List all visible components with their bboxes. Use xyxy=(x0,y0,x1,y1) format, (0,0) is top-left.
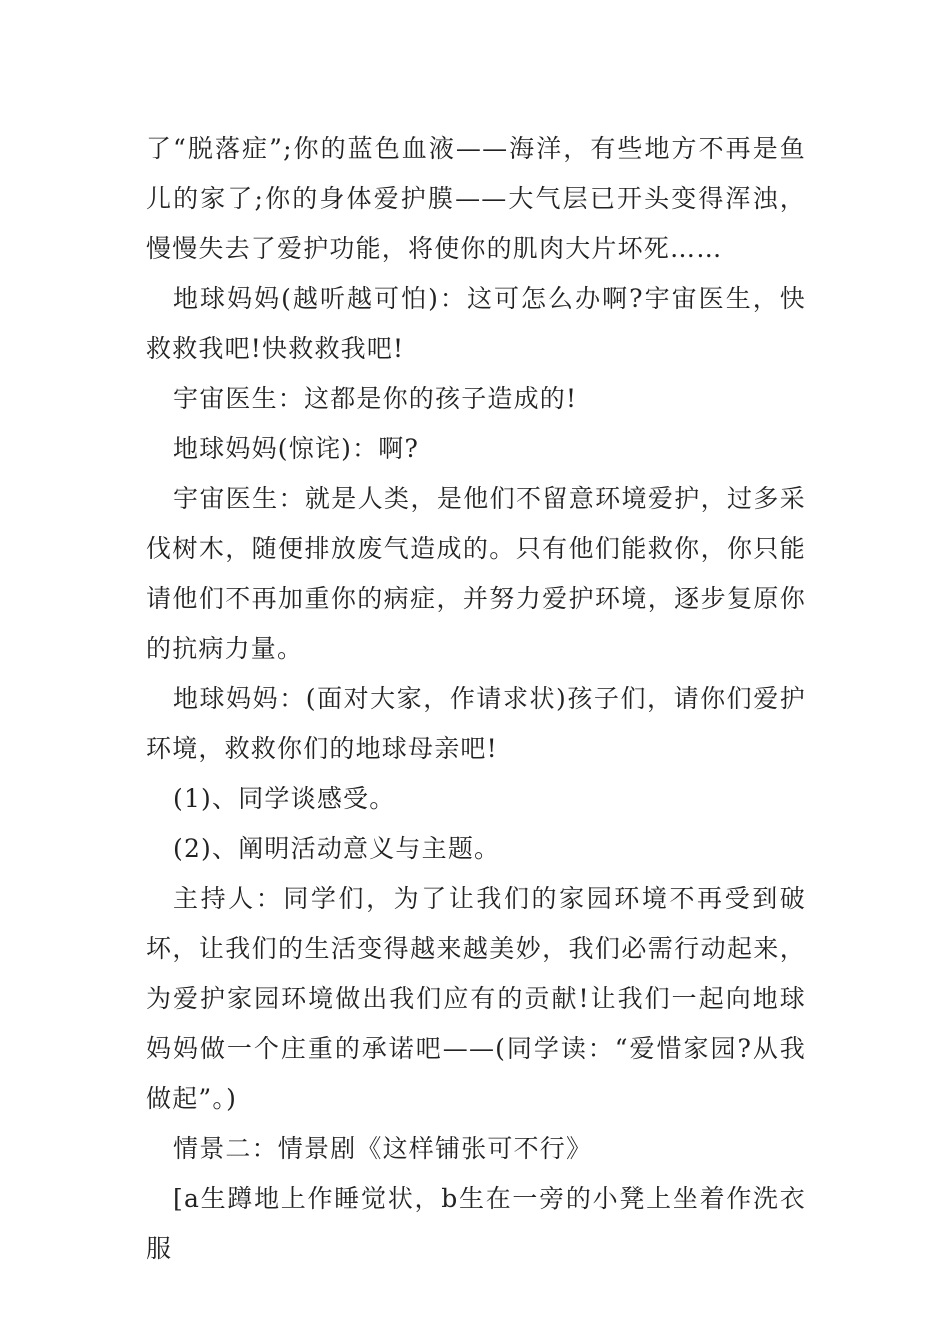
paragraph-step-2: (2)、阐明活动意义与主题。 xyxy=(173,834,501,863)
paragraph-doctor-explains: 宇宙医生：就是人类，是他们不留意环境爱护，过多采伐树木，随便排放废气造成的。只有他们能救你，你只能请他们不再加重你的病症，并努力爱护环境，逐步复原你的抗病力量。 xyxy=(146,484,806,663)
paragraph-step-1: (1)、同学谈感受。 xyxy=(173,784,396,813)
paragraph-scene-two-title: 情景二：情景剧《这样铺张可不行》 xyxy=(173,1134,593,1163)
paragraph-earth-mother-plea: 地球妈妈：(面对大家，作请求状)孩子们，请你们爱护环境，救救你们的地球母亲吧! xyxy=(146,684,806,763)
document-body xyxy=(146,124,806,1274)
paragraph-earth-mother-scared: 地球妈妈(越听越可怕)：这可怎么办啊?宇宙医生，快救救我吧!快救救我吧! xyxy=(146,284,806,363)
paragraph-continued: 了“脱落症”;你的蓝色血液——海洋，有些地方不再是鱼儿的家了;你的身体爱护膜——大气层已开头变得浑浊，慢慢失去了爱护功能，将使你的肌肉大片坏死…… xyxy=(146,134,806,263)
paragraph-stage-direction: [a生蹲地上作睡觉状，b生在一旁的小凳上坐着作洗衣服 xyxy=(146,1184,806,1263)
paragraph-host-speech: 主持人：同学们，为了让我们的家园环境不再受到破坏，让我们的生活变得越来越美妙，我们必需行动起来，为爱护家园环境做出我们应有的贡献!让我们一起向地球妈妈做一个庄重的承诺吧——(同学读：“爱惜家园?从我做起”。) xyxy=(146,884,806,1113)
paragraph-doctor-cause: 宇宙医生：这都是你的孩子造成的! xyxy=(173,384,578,413)
paragraph-earth-mother-surprised: 地球妈妈(惊诧)：啊? xyxy=(173,434,420,463)
